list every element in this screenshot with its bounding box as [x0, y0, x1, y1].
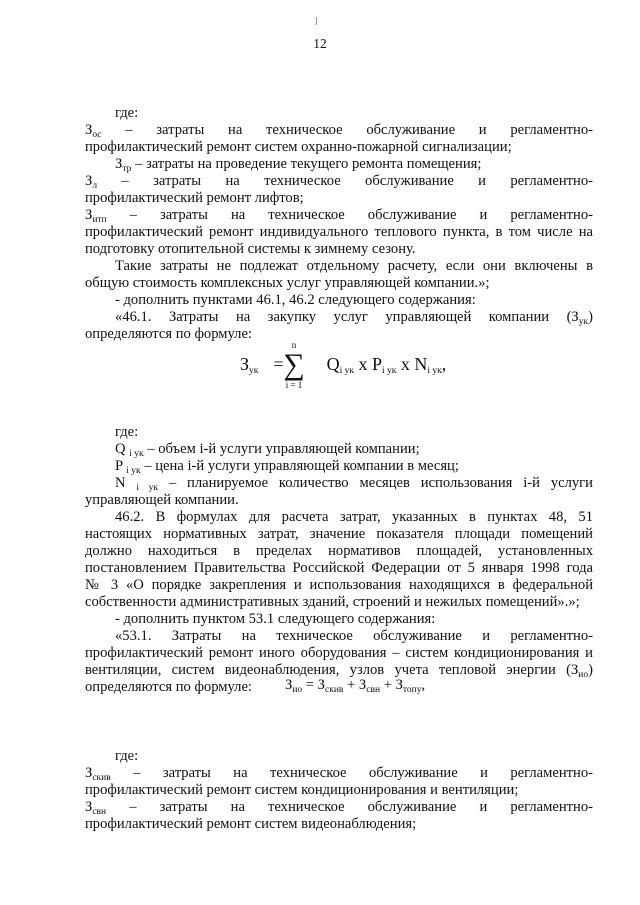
- scan-mark: [316, 17, 317, 25]
- text-line: $З_{тр}$ – затраты на проведение текущего ремонта помещения;: [115, 156, 482, 174]
- text-line: должно находиться в пределах нормативов площадей, установленных: [85, 543, 593, 559]
- text-line: где:: [115, 748, 139, 764]
- formula-zio: $З_{ио} = З_{скив} + З_{свн} + З_{топу}$,: [285, 677, 426, 695]
- text-line: собственности административных зданий, строений и нежилых помещений».»;: [85, 594, 580, 610]
- text-line: «46.1. Затраты на закупку услуг управляющей компании $(З_{ук})$: [115, 309, 593, 327]
- text-line: 46.2. В формулах для расчета затрат, указанных в пунктах 48, 51: [115, 509, 593, 525]
- formula-zuk-eq: =: [273, 354, 284, 374]
- text-line: профилактический ремонт лифтов;: [85, 190, 304, 206]
- text-line: $З_{ос}$ – затраты на техническое обслуживание и регламентно-: [85, 122, 593, 140]
- page-number: 12: [313, 36, 327, 51]
- text-line: Такие затраты не подлежат отдельному расчету, если они включены в: [115, 258, 593, 274]
- text-line: профилактический ремонт систем видеонаблюдения;: [85, 816, 417, 832]
- text-line: $З_{свн}$ – затраты на техническое обслуживание и регламентно-: [85, 799, 593, 817]
- text-line: определяются по формуле:: [85, 326, 252, 342]
- text-line: Q $_{i ук}$ – объем i-й услуги управляющей компании;: [115, 441, 420, 459]
- text-line: управляющей компании.: [85, 492, 239, 508]
- formula-zuk-body: $Q_{i ук}$ x $P_{i ук}$ x $N_{i ук}$,: [326, 354, 447, 376]
- text-line: общую стоимость комплексных услуг управляющей компании.»;: [85, 275, 490, 291]
- text-line: - дополнить пунктами 46.1, 46.2 следующего содержания:: [115, 292, 476, 308]
- text-line: настоящих нормативных затрат, значение показателя площади помещений: [85, 526, 593, 542]
- text-line: $З_л$ – затраты на техническое обслуживание и регламентно-: [85, 173, 593, 191]
- text-line: P $_{i ук}$ – цена i-й услуги управляющей компании в месяц;: [115, 458, 459, 476]
- text-line: № 3 «О порядке закрепления и использования находящихся в федеральной: [85, 577, 593, 593]
- text-line: «53.1. Затраты на техническое обслуживание и регламентно-: [115, 628, 593, 644]
- text-line: где:: [115, 105, 139, 121]
- text-line: постановлением Правительства Российской Федерации от 5 января 1998 года: [85, 560, 593, 576]
- text-line: определяются по формуле:: [85, 679, 252, 695]
- text-line: подготовку отопительной системы к зимнему сезону.: [85, 241, 416, 257]
- text-line: где:: [115, 424, 139, 440]
- text-line: $З_{скив}$ – затраты на техническое обслуживание и регламентно-: [85, 765, 593, 783]
- text-line: профилактический ремонт систем охранно-пожарной сигнализации;: [85, 139, 512, 155]
- text-line: $З_{итп}$ – затраты на техническое обслуживание и регламентно-: [85, 207, 593, 225]
- text-line: вентиляции, систем видеонаблюдения, узлов учета тепловой энергии $(З_{ио})$: [85, 662, 593, 680]
- text-line: профилактический ремонт индивидуального теплового пункта, в том числе на: [85, 224, 593, 240]
- text-line: - дополнить пунктом 53.1 следующего содержания:: [115, 611, 436, 627]
- text-line: профилактический ремонт иного оборудования – систем кондиционирования и: [85, 645, 593, 661]
- text-line: профилактический ремонт систем кондиционирования и вентиляции;: [85, 782, 519, 798]
- formula-zuk-lhs: $З_{ук}$: [240, 354, 259, 376]
- sum-symbol: n ∑ i = 1: [283, 340, 305, 390]
- formula-zuk: [240, 340, 447, 390]
- text-line: N $_{i ук}$ – планируемое количество месяцев использования i-й услуги: [115, 475, 593, 493]
